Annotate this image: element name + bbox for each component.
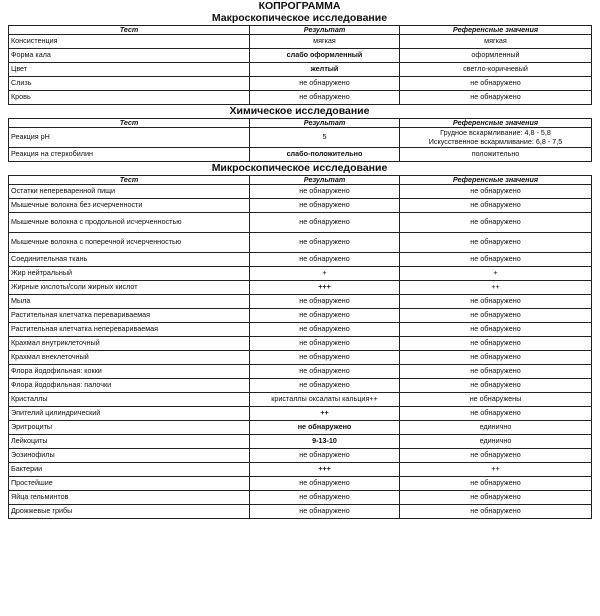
test-name: Кристаллы (9, 393, 250, 407)
reference-value: не обнаружено (400, 309, 592, 323)
reference-value: не обнаружено (400, 449, 592, 463)
table-row (9, 491, 592, 505)
reference-value: не обнаружено (400, 213, 592, 233)
table-header-row (9, 176, 592, 185)
test-name: Простейшие (9, 477, 250, 491)
test-name: Эозинофилы (9, 449, 250, 463)
table-row (9, 505, 592, 519)
test-name: Жир нейтральный (9, 267, 250, 281)
test-name: Эритроциты (9, 421, 250, 435)
result-value: + (250, 267, 400, 281)
table-row (9, 199, 592, 213)
result-value: не обнаружено (250, 421, 400, 435)
test-name: Бактерии (9, 463, 250, 477)
result-value: не обнаружено (250, 185, 400, 199)
result-value: не обнаружено (250, 351, 400, 365)
result-value: +++ (250, 463, 400, 477)
reference-value: светло-коричневый (400, 63, 592, 77)
table-row (9, 148, 592, 162)
test-name: Дрожжевые грибы (9, 505, 250, 519)
test-name: Мышечные волокна с продольной исчерченностью (9, 213, 250, 233)
table-row (9, 91, 592, 105)
test-name: Лейкоциты (9, 435, 250, 449)
reference-value: не обнаружено (400, 505, 592, 519)
micro-table (8, 175, 592, 519)
reference-value: не обнаружено (400, 365, 592, 379)
reference-value: единично (400, 435, 592, 449)
test-name: Флора йодофильная: кокки (9, 365, 250, 379)
reference-value: не обнаружено (400, 91, 592, 105)
result-value: не обнаружено (250, 449, 400, 463)
test-name: Растительная клетчатка неперевариваемая (9, 323, 250, 337)
header-test: Тест (9, 26, 250, 35)
reference-line: Грудное вскармливание: 4,8 - 5,8 (440, 128, 551, 137)
table-row (9, 49, 592, 63)
result-value: не обнаружено (250, 295, 400, 309)
result-value: 9-13-10 (250, 435, 400, 449)
table-row (9, 477, 592, 491)
table-row (9, 63, 592, 77)
header-result: Результат (250, 176, 400, 185)
reference-value: мягкая (400, 35, 592, 49)
table-row (9, 233, 592, 253)
micro-section-title: Микроскопическое исследование (211, 162, 388, 174)
result-value: ++ (250, 407, 400, 421)
reference-value: не обнаружено (400, 233, 592, 253)
reference-value: не обнаружено (400, 295, 592, 309)
reference-value: + (400, 267, 592, 281)
header-reference: Референсные значения (400, 176, 592, 185)
table-row (9, 449, 592, 463)
test-name: Кровь (9, 91, 250, 105)
test-name: Цвет (9, 63, 250, 77)
test-name: Мышечные волокна с поперечной исчерченностью (9, 233, 250, 253)
test-name: Крахмал внутриклеточный (9, 337, 250, 351)
reference-value: не обнаружено (400, 491, 592, 505)
result-value: не обнаружено (250, 379, 400, 393)
result-value: слабо оформленный (250, 49, 400, 63)
chem-section-title: Химическое исследование (229, 105, 370, 117)
result-value: не обнаружено (250, 253, 400, 267)
test-name: Крахмал внеклеточный (9, 351, 250, 365)
reference-value (400, 128, 592, 148)
macro-table (8, 25, 592, 105)
header-test: Тест (9, 119, 250, 128)
reference-value: не обнаружено (400, 477, 592, 491)
macro-section-title: Макроскопическое исследование (211, 12, 388, 24)
table-row (9, 351, 592, 365)
chem-table (8, 118, 592, 162)
table-row (9, 267, 592, 281)
test-name: Мыла (9, 295, 250, 309)
header-result: Результат (250, 26, 400, 35)
result-value: не обнаружено (250, 337, 400, 351)
table-row (9, 281, 592, 295)
reference-value: не обнаружено (400, 379, 592, 393)
header-reference: Референсные значения (400, 119, 592, 128)
test-name: Яйца гельминтов (9, 491, 250, 505)
test-name: Слизь (9, 77, 250, 91)
result-value: не обнаружено (250, 491, 400, 505)
reference-value: ++ (400, 281, 592, 295)
reference-value: не обнаружено (400, 351, 592, 365)
reference-value: не обнаружено (400, 407, 592, 421)
table-row (9, 77, 592, 91)
result-value: не обнаружено (250, 77, 400, 91)
table-row (9, 213, 592, 233)
reference-value: оформленный (400, 49, 592, 63)
report-page (8, 0, 591, 519)
result-value: 5 (250, 128, 400, 148)
table-row (9, 435, 592, 449)
table-row (9, 253, 592, 267)
reference-value: положительно (400, 148, 592, 162)
result-value: кристаллы оксалаты кальция++ (250, 393, 400, 407)
test-name: Остатки непереваренной пищи (9, 185, 250, 199)
test-name: Консистенция (9, 35, 250, 49)
table-row (9, 379, 592, 393)
table-row (9, 365, 592, 379)
reference-value: не обнаружено (400, 337, 592, 351)
reference-value: ++ (400, 463, 592, 477)
table-row (9, 35, 592, 49)
test-name: Мышечные волокна без исчерченности (9, 199, 250, 213)
header-reference: Референсные значения (400, 26, 592, 35)
result-value: не обнаружено (250, 323, 400, 337)
result-value: +++ (250, 281, 400, 295)
test-name: Эпителий цилиндрический (9, 407, 250, 421)
test-name: Реакция на стеркобилин (9, 148, 250, 162)
result-value: не обнаружено (250, 233, 400, 253)
table-row (9, 295, 592, 309)
header-result: Результат (250, 119, 400, 128)
table-row (9, 393, 592, 407)
reference-value: не обнаружено (400, 77, 592, 91)
result-value: не обнаружено (250, 213, 400, 233)
test-name: Жирные кислоты/соли жирных кислот (9, 281, 250, 295)
table-row (9, 337, 592, 351)
table-row (9, 463, 592, 477)
reference-value: не обнаружено (400, 199, 592, 213)
test-name: Форма кала (9, 49, 250, 63)
result-value: не обнаружено (250, 199, 400, 213)
result-value: не обнаружено (250, 505, 400, 519)
table-row (9, 309, 592, 323)
table-row (9, 185, 592, 199)
test-name: Флора йодофильная: палочки (9, 379, 250, 393)
reference-value: не обнаружено (400, 253, 592, 267)
header-test: Тест (9, 176, 250, 185)
table-row (9, 421, 592, 435)
table-header-row (9, 119, 592, 128)
reference-value: не обнаружено (400, 185, 592, 199)
reference-line: Искусственное вскармливание: 6,8 - 7,5 (428, 136, 563, 146)
result-value: желтый (250, 63, 400, 77)
result-value: мягкая (250, 35, 400, 49)
reference-value: не обнаружены (400, 393, 592, 407)
test-name: Растительная клетчатка перевариваемая (9, 309, 250, 323)
reference-value: не обнаружено (400, 323, 592, 337)
test-name: Реакция pH (9, 128, 250, 148)
result-value: не обнаружено (250, 91, 400, 105)
result-value: не обнаружено (250, 477, 400, 491)
test-name: Соединительная ткань (9, 253, 250, 267)
result-value: слабо-положительно (250, 148, 400, 162)
table-header-row (9, 26, 592, 35)
table-row (9, 323, 592, 337)
table-row (9, 128, 592, 148)
result-value: не обнаружено (250, 365, 400, 379)
table-row (9, 407, 592, 421)
reference-value: единично (400, 421, 592, 435)
report-title: КОПРОГРАММА (258, 0, 341, 12)
result-value: не обнаружено (250, 309, 400, 323)
